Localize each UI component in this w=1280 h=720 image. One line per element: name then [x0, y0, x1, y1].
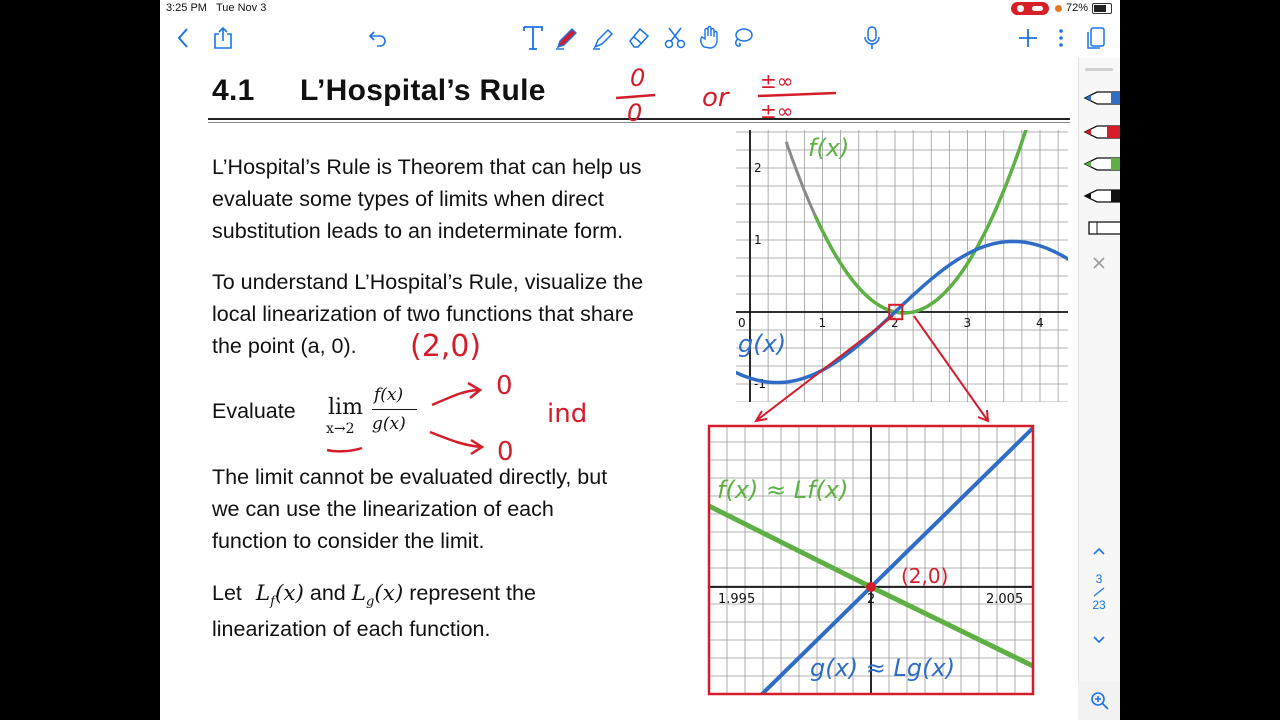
text-line: we can use the linearization of each	[212, 497, 554, 521]
lg-arg: (x)	[374, 581, 404, 606]
text-line: the point (a, 0).	[212, 334, 357, 358]
limit-fraction-bar	[372, 409, 417, 410]
hand-icon	[696, 25, 722, 51]
pen-palette	[1078, 58, 1120, 720]
lf-sub: f	[270, 594, 275, 610]
limit-sub: x→2	[326, 421, 355, 437]
back-button[interactable]	[169, 24, 197, 52]
screen-recording-icon	[1011, 2, 1049, 15]
paragraph-linearization	[212, 461, 607, 557]
share-icon	[213, 26, 233, 50]
microphone-button[interactable]	[858, 24, 886, 52]
section-title: L’Hospital’s Rule	[300, 74, 546, 107]
zoom-button[interactable]	[1078, 682, 1120, 720]
text-line: To understand L’Hospital’s Rule, visualize the	[212, 270, 644, 294]
hw-gx-approx: g(x) ≈ Lg(x)	[810, 654, 956, 682]
limit-op: lim	[328, 395, 363, 420]
text-line: L’Hospital’s Rule is Theorem that can help us	[212, 155, 642, 179]
hw-point: (2,0)	[410, 329, 482, 364]
hw-result-bottom: 0	[497, 437, 514, 467]
hw-ind: ind	[547, 399, 588, 429]
hw-fx-approx: f(x) ≈ Lf(x)	[717, 476, 849, 504]
lf-symbol	[255, 581, 304, 610]
back-chevron-icon	[176, 27, 190, 49]
close-palette-icon[interactable]	[1092, 256, 1106, 270]
notes-app-screen	[160, 0, 1120, 720]
page-current: 3	[1095, 572, 1103, 586]
pen-icon	[554, 25, 580, 51]
location-icon	[1055, 5, 1062, 12]
toolbar	[160, 18, 1120, 58]
paragraph-visualize	[212, 266, 643, 362]
hw-frac-num: 0	[630, 64, 646, 92]
hw-fx-label: f(x)	[808, 134, 850, 162]
hw-gx-label: g(x)	[738, 330, 787, 358]
lf-arg: (x)	[274, 581, 304, 606]
status-bar	[160, 0, 1120, 18]
evaluate-label: Evaluate	[212, 399, 296, 423]
hw-or: or	[702, 83, 729, 113]
pen-white-icon[interactable]	[1083, 216, 1120, 240]
eraser-icon	[626, 25, 652, 51]
lasso-button[interactable]	[728, 24, 756, 52]
paragraph-let-line2: linearization of each function.	[212, 617, 491, 641]
pen-tool-button[interactable]	[553, 24, 581, 52]
undo-icon	[368, 29, 388, 47]
text-tool-button[interactable]	[519, 24, 547, 52]
more-button[interactable]	[1047, 24, 1075, 52]
lasso-icon	[729, 25, 755, 51]
share-button[interactable]	[209, 24, 237, 52]
lg-letter: L	[351, 581, 366, 606]
status-time: 3:25 PM	[166, 2, 207, 14]
scissors-button[interactable]	[661, 24, 689, 52]
hw-inf-den: ±∞	[760, 99, 794, 123]
y-tick-label: 2	[754, 161, 762, 175]
text-and: and	[309, 581, 346, 605]
text-line: function to consider the limit.	[212, 529, 485, 553]
y-tick-label: 1	[754, 233, 762, 247]
text-line: evaluate some types of limits when direct	[212, 187, 604, 211]
hw-result-top: 0	[496, 371, 513, 401]
x-tick-label: 0	[738, 316, 746, 330]
battery-icon	[1092, 3, 1112, 14]
page-up-icon[interactable]	[1092, 545, 1106, 557]
magnifier-icon	[1090, 691, 1110, 711]
pen-red-icon[interactable]	[1083, 120, 1120, 144]
hand-tool-button[interactable]	[695, 24, 723, 52]
pen-black-icon[interactable]	[1083, 184, 1120, 208]
page-separator	[1088, 586, 1110, 598]
lf-letter: L	[255, 581, 271, 606]
page-total: 23	[1092, 598, 1106, 612]
y-tick-label: -1	[754, 377, 766, 391]
hw-frac-den: 0	[627, 99, 643, 127]
undo-button[interactable]	[364, 24, 392, 52]
hw-zoom-point: (2,0)	[901, 564, 949, 588]
page-indicator	[1088, 572, 1110, 612]
section-number: 4.1	[212, 74, 255, 107]
limit-numerator: f(x)	[374, 385, 404, 405]
status-date: Tue Nov 3	[216, 2, 267, 14]
eraser-button[interactable]	[625, 24, 653, 52]
x-tick-label: 3	[963, 316, 972, 330]
x-tick-label: 1	[818, 316, 827, 330]
text-let: Let	[212, 581, 242, 605]
scissors-icon	[662, 25, 688, 51]
zoom-x-label-left: 1.995	[718, 592, 756, 607]
microphone-icon	[862, 25, 882, 51]
battery-percent: 72%	[1066, 2, 1089, 14]
lg-sub: g	[366, 594, 375, 610]
palette-handle[interactable]	[1085, 68, 1113, 71]
x-tick-label: 4	[1036, 316, 1044, 330]
pen-green-icon[interactable]	[1083, 152, 1120, 176]
limit-expression	[326, 384, 421, 442]
highlighter-icon	[591, 25, 617, 51]
lg-symbol	[351, 581, 404, 610]
highlighter-button[interactable]	[590, 24, 618, 52]
limit-denominator: g(x)	[372, 414, 406, 434]
text-line: The limit cannot be evaluated directly, but	[212, 465, 608, 489]
x-tick-label: 2	[891, 316, 899, 330]
text-represent: represent the	[409, 581, 536, 605]
text-tool-icon	[522, 25, 544, 51]
heading-rule-thin	[208, 122, 1070, 123]
pages-icon	[1085, 26, 1107, 50]
note-page[interactable]	[160, 58, 1120, 720]
heading-rule	[208, 118, 1070, 120]
zoom-x-label-mid: 2	[867, 592, 876, 607]
pages-button[interactable]	[1082, 24, 1110, 52]
text-line: substitution leads to an indeterminate form.	[212, 219, 624, 243]
add-icon	[1017, 27, 1039, 49]
paragraph-intro	[212, 151, 641, 247]
text-line: local linearization of two functions that share	[212, 302, 634, 326]
more-icon	[1057, 27, 1065, 49]
add-button[interactable]	[1014, 24, 1042, 52]
page-down-icon[interactable]	[1092, 634, 1106, 646]
hw-inf-num: ±∞	[760, 69, 794, 93]
pen-blue-icon[interactable]	[1083, 86, 1120, 110]
zoom-x-label-right: 2.005	[986, 592, 1024, 607]
